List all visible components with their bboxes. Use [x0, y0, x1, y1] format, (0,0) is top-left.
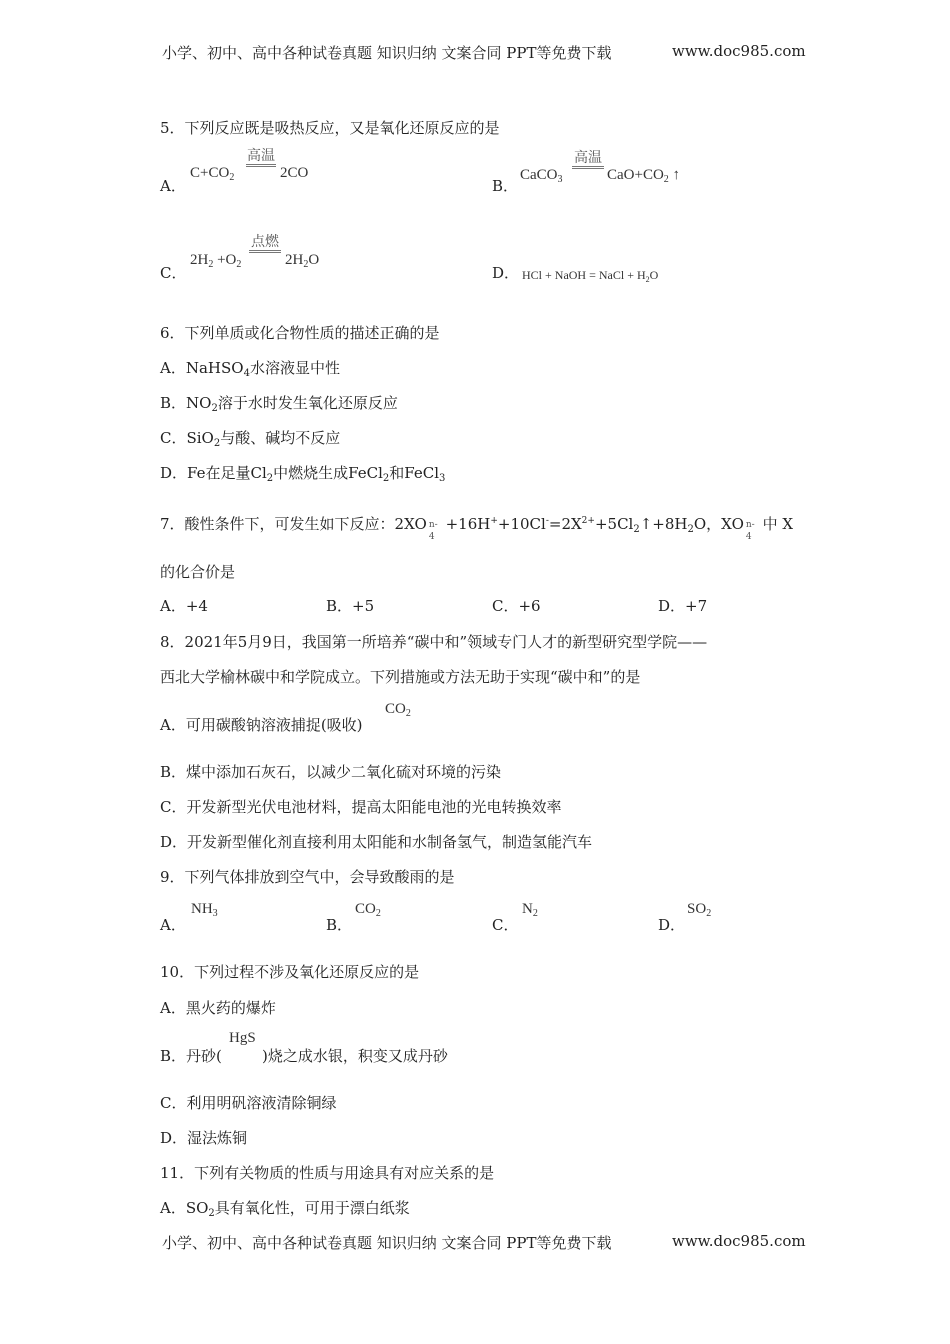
q9-option-d-formula: $SO_2$	[687, 901, 712, 919]
q5-option-b-formula: CaCO$_3$	[520, 167, 563, 185]
q10-option-c: C．利用明矾溶液清除铜绿	[160, 1094, 337, 1112]
q5-option-c-formula: $2H_2 +O_2$	[190, 252, 242, 270]
q8-stem-line1: 8．2021年5月9日，我国第一所培养“碳中和”领域专门人才的新型研究型学院——	[160, 633, 708, 651]
q10-option-b-start: B．丹砂(	[160, 1047, 222, 1065]
q8-stem-line2: 西北大学榆林碳中和学院成立。下列措施或方法无助于实现“碳中和”的是	[160, 668, 641, 686]
q11-option-a: A．$SO_2$具有氧化性，可用于漂白纸浆	[160, 1199, 410, 1219]
q5-stem: 5．下列反应既是吸热反应，又是氧化还原反应的是	[160, 119, 500, 137]
q9-option-c-label: C．	[492, 916, 519, 934]
q7-stem: 7．酸性条件下，可发生如下反应：2XO n- 4 $+16H^++10Cl^-=2X^{2+}+5Cl_2↑+8H_2O$，XO n- 4 中 X	[160, 515, 794, 542]
q10-option-d: D．湿法炼铜	[160, 1129, 248, 1147]
q5-option-a-condition: 高温	[246, 148, 276, 167]
q5-option-a-product: 2CO	[280, 165, 309, 181]
q8-option-a-formula: $CO_2$	[385, 701, 411, 719]
q5-option-b-label: B．	[492, 177, 519, 195]
q5-option-c-product: $2H_2O$	[285, 252, 320, 270]
q6-option-d: D．Fe在足量$Cl_2$中燃烧生成FeCl$_2$和FeCl$_3$	[160, 464, 446, 484]
q5-option-d-label: D．	[492, 264, 520, 282]
q5-option-a-label: A．	[160, 177, 186, 195]
footer-site: www.doc985.com	[672, 1232, 806, 1250]
q6-stem: 6．下列单质或化合物性质的描述正确的是	[160, 324, 440, 342]
q11-stem: 11．下列有关物质的性质与用途具有对应关系的是	[160, 1164, 495, 1182]
q8-option-a: A．可用碳酸钠溶液捕捉(吸收)	[160, 716, 363, 734]
q9-option-a-formula: $NH_3$	[191, 901, 218, 919]
q5-option-d-formula: HCl + NaOH = NaCl + $H_2O$	[522, 268, 659, 284]
q5-option-a-formula: $C+CO_2$	[190, 165, 235, 183]
q7-option-a: A．+4	[160, 597, 208, 615]
q8-option-d: D．开发新型催化剂直接利用太阳能和水制备氢气，制造氢能汽车	[160, 833, 593, 851]
header-site: www.doc985.com	[672, 42, 806, 60]
footer-text: 小学、初中、高中各种试卷真题 知识归纳 文案合同 PPT等免费下载	[162, 1234, 612, 1252]
q6-option-b: B．$NO_2$溶于水时发生氧化还原反应	[160, 394, 398, 414]
q5-option-c-condition: 点燃	[249, 234, 281, 253]
q10-stem: 10．下列过程不涉及氧化还原反应的是	[160, 963, 420, 981]
q5-option-b-product: $CaO+CO_2$ ↑	[607, 167, 681, 185]
q9-option-c-formula: $N_2$	[522, 901, 538, 919]
q9-option-a-label: A．	[160, 916, 186, 934]
q9-stem: 9．下列气体排放到空气中，会导致酸雨的是	[160, 868, 455, 886]
q7-option-c: C．+6	[492, 597, 541, 615]
q9-option-b-label: B．	[326, 916, 353, 934]
q8-option-c: C．开发新型光伏电池材料，提高太阳能电池的光电转换效率	[160, 798, 562, 816]
q9-option-d-label: D．	[658, 916, 686, 934]
header-text: 小学、初中、高中各种试卷真题 知识归纳 文案合同 PPT等免费下载	[162, 44, 612, 62]
q7-option-b: B．+5	[326, 597, 375, 615]
q7-stem-line2: 的化合价是	[160, 563, 236, 581]
q10-option-a: A．黑火药的爆炸	[160, 999, 276, 1017]
q6-option-c: C．SiO$_2$与酸、碱均不反应	[160, 429, 341, 449]
q8-option-b: B．煤中添加石灰石，以减少二氧化硫对环境的污染	[160, 763, 502, 781]
q6-option-a: A．NaHSO$_4$水溶液显中性	[160, 359, 340, 379]
q9-option-b-formula: $CO_2$	[355, 901, 381, 919]
q10-option-b-end: )烧之成水银，积变又成丹砂	[262, 1047, 448, 1065]
q7-option-d: D．+7	[658, 597, 708, 615]
q5-option-b-condition: 高温	[572, 150, 604, 169]
q10-option-b-formula: HgS	[229, 1030, 256, 1046]
q5-option-c-label: C．	[160, 264, 187, 282]
